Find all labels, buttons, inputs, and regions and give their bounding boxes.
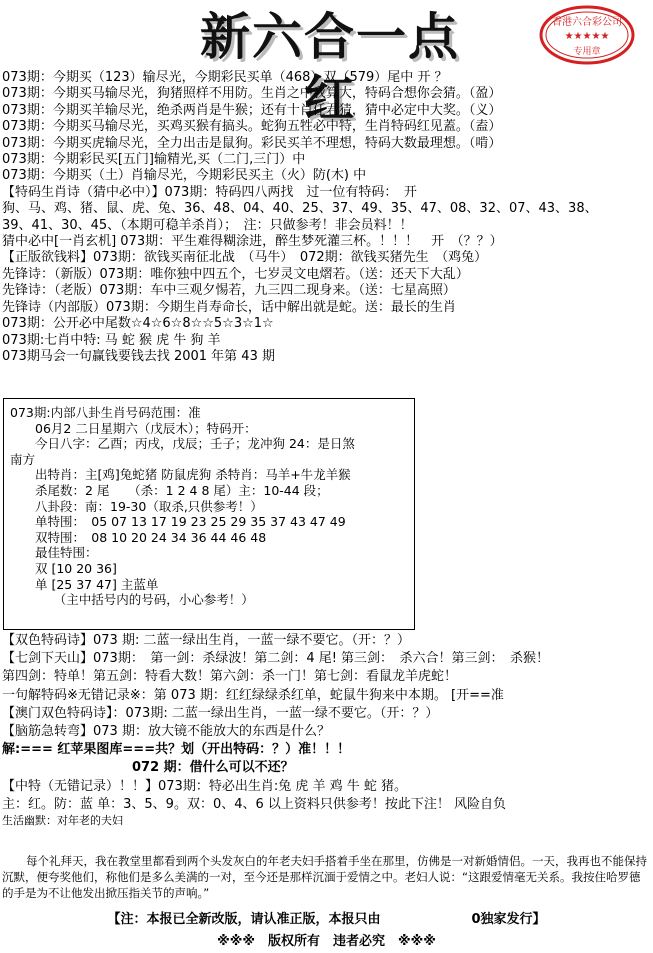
box-line: 最佳特围： — [10, 545, 98, 561]
footer-notice: 【注：本报已全新改版，请认准正版，本报只由 0独家发行】 — [107, 912, 546, 927]
text-line: 073期：今期买马输尽光，买鸡买猴有搞头。蛇狗五牲必中特，生肖特码红见蓋。（盍） — [2, 119, 502, 135]
box-line: 双 [10 20 36] — [10, 560, 117, 576]
text-line: 073期：今期买虎输尽光，全力出击是鼠狗。彩民买羊不理想，特码大数最理想。（啃） — [2, 135, 502, 151]
text-line: 解:=== 红苹果图库===共？划（开出特码：？）准！！！ — [2, 742, 351, 758]
seal-stars: ★★★★★ — [564, 31, 610, 42]
text-line: 【中特（无错记录）！！】073期：特必出生肖:兔 虎 羊 鸡 牛 蛇 猪。 — [2, 778, 407, 794]
text-line: 【脑筋急转弯】073 期：放大镜不能放大的东西是什么？ — [2, 724, 330, 740]
text-line: 073期：今期买羊输尽光，绝杀两肖是牛猴；还有十肖任君猜，猜中必定中大奖。（义） — [2, 102, 502, 118]
box-line: 南方 — [10, 451, 36, 467]
text-line: 【正版欲钱料】073期：欲钱买南征北战 （马牛） 072期：欲钱买猪先生 （鸡兔） — [2, 250, 488, 266]
bagua-box — [3, 398, 415, 630]
text-line: 一句解特码※无错记录※：第 073 期：红红绿绿杀红单，蛇鼠牛狗来中本期。 [开==准 — [2, 687, 504, 703]
company-seal — [538, 4, 636, 66]
humor-story: 每个礼拜天，我在教堂里都看到两个头发灰白的年老夫妇手搭着手坐在那里，仿佛是一对新婚情侣。一天，我再也不能保持沉默，便夸奖他们，称他们是多么美满的一对，至今还是那样沉湎于爱情之中。老妇人说：“这跟爱情毫无关系。我按住哈罗德的手是为不让他发出掀压指关节的声响。” — [2, 854, 647, 900]
text-line: 先锋诗：（老版）073期：车中三观夕惕若，九三四二现身来。（送：七星高照） — [2, 283, 456, 299]
box-line: 杀尾数：2 尾 （杀：1 2 4 8 尾）主：10-44 段； — [10, 482, 329, 498]
text-line: 39、41、30、45、（本期可稳羊杀肖）； 注：只做参考！非会员料！！ — [2, 217, 413, 233]
box-line: 单特围： 05 07 13 17 19 23 25 29 35 37 43 47 49 — [10, 514, 346, 530]
text-line: 猜中必中[一肖玄机] 073期：平生难得糊涂进，醉生梦死灌三杯。！！！ 开 （？？） — [2, 234, 503, 250]
text-line: 【七剑下天山】073期： 第一剑：杀绿波！第二剑：4 尾! 第三剑： 杀六合！第三剑： 杀猴！ — [2, 651, 550, 667]
text-line: 073期：今期彩民买[五门]输精光,买（二门,三门）中 — [2, 152, 306, 168]
box-line: 073期:内部八卦生肖号码范围：准 — [10, 405, 201, 420]
box-line: 今日八字：乙酉；丙戌，戊辰；壬子；龙冲狗 24：是日煞 — [10, 436, 355, 452]
box-line: 06月2 二日星期六（戊辰木）；特码开： — [10, 420, 257, 436]
text-line: 第四剑：特单！第五剑：特看大数！第六剑：杀一门！第七剑：看鼠龙羊虎蛇！ — [2, 669, 458, 685]
text-line: 狗、马、鸡、猪、鼠、虎、兔、36、48、04、40、25、37、49、35、47、08、32、07、43、38、 — [2, 201, 598, 217]
text-line: 073期：公开必中尾数☆4☆6☆8☆☆5☆3☆1☆ — [2, 316, 274, 332]
box-line: 八卦段：南：19-30（取杀,只供参考！） — [10, 498, 263, 514]
footer-copyright: ※※※ 版权所有 违者必究 ※※※ — [217, 934, 436, 949]
text-line: 073期：今期买马输尽光，狗猪照样不用防。生肖之中我算大，特码合想你会猜。（盈） — [2, 86, 502, 102]
seal-bottom-text: 专用章 — [573, 47, 601, 57]
text-line: 先锋诗（内部版）073期：今期生肖寿命长，话中解出就是蛇。送：最长的生肖 — [2, 299, 456, 315]
box-line: （主中括号内的号码，小心参考！） — [10, 592, 254, 608]
page-title: 新六合一点红 — [200, 7, 460, 128]
text-line: 073期：今期买（123）输尽光，今期彩民买单（468）双（579）尾中 开 ？ — [2, 70, 448, 85]
text-line: 生活幽默：对年老的夫妇 — [2, 814, 123, 828]
top-lines — [2, 70, 650, 365]
text-line: 【双色特码诗】073 期: 二蓝一绿出生肖，一蓝一绿不要它。（开：？） — [2, 633, 410, 648]
text-line: 先锋诗：（新版）073期：唯你独中四五个，七岁灵文电熠若。（送：还天下大乱） — [2, 266, 469, 282]
box-line: 双特围： 08 10 20 24 34 36 44 46 48 — [10, 529, 267, 545]
seal-top-text: 香港六合彩公司 — [552, 17, 622, 28]
text-line: 【特码生肖诗（猜中必中）】073期：特码四八两找 过一位有特码： 开 — [2, 184, 417, 200]
box-line: 单 [25 37 47] 主蓝单 — [10, 576, 159, 592]
box-line: 出特肖：主[鸡]兔蛇猪 防鼠虎狗 杀特肖：马羊+牛龙羊猴 — [10, 467, 351, 483]
text-line: 072 期：借什么可以不还？ — [2, 760, 294, 776]
text-line: 主：红。防：蓝 单：3、5、9。双：0、4、6 以上资料只供参考！按此下注！ 风险自负 — [2, 796, 507, 812]
text-line: 073期马会一句赢钱要钱去找 2001 年第 43 期 — [2, 348, 275, 364]
text-line: 073期:七肖中特: 马 蛇 猴 虎 牛 狗 羊 — [2, 332, 221, 348]
text-line: 【澳门双色特码诗】：073期: 二蓝一绿出生肖，一蓝一绿不要它。（开：？） — [2, 705, 439, 721]
text-line: 073期：今期买（土）肖输尽光，今期彩民买主（火）防(木) 中 — [2, 168, 367, 184]
bottom-lines — [2, 632, 650, 828]
